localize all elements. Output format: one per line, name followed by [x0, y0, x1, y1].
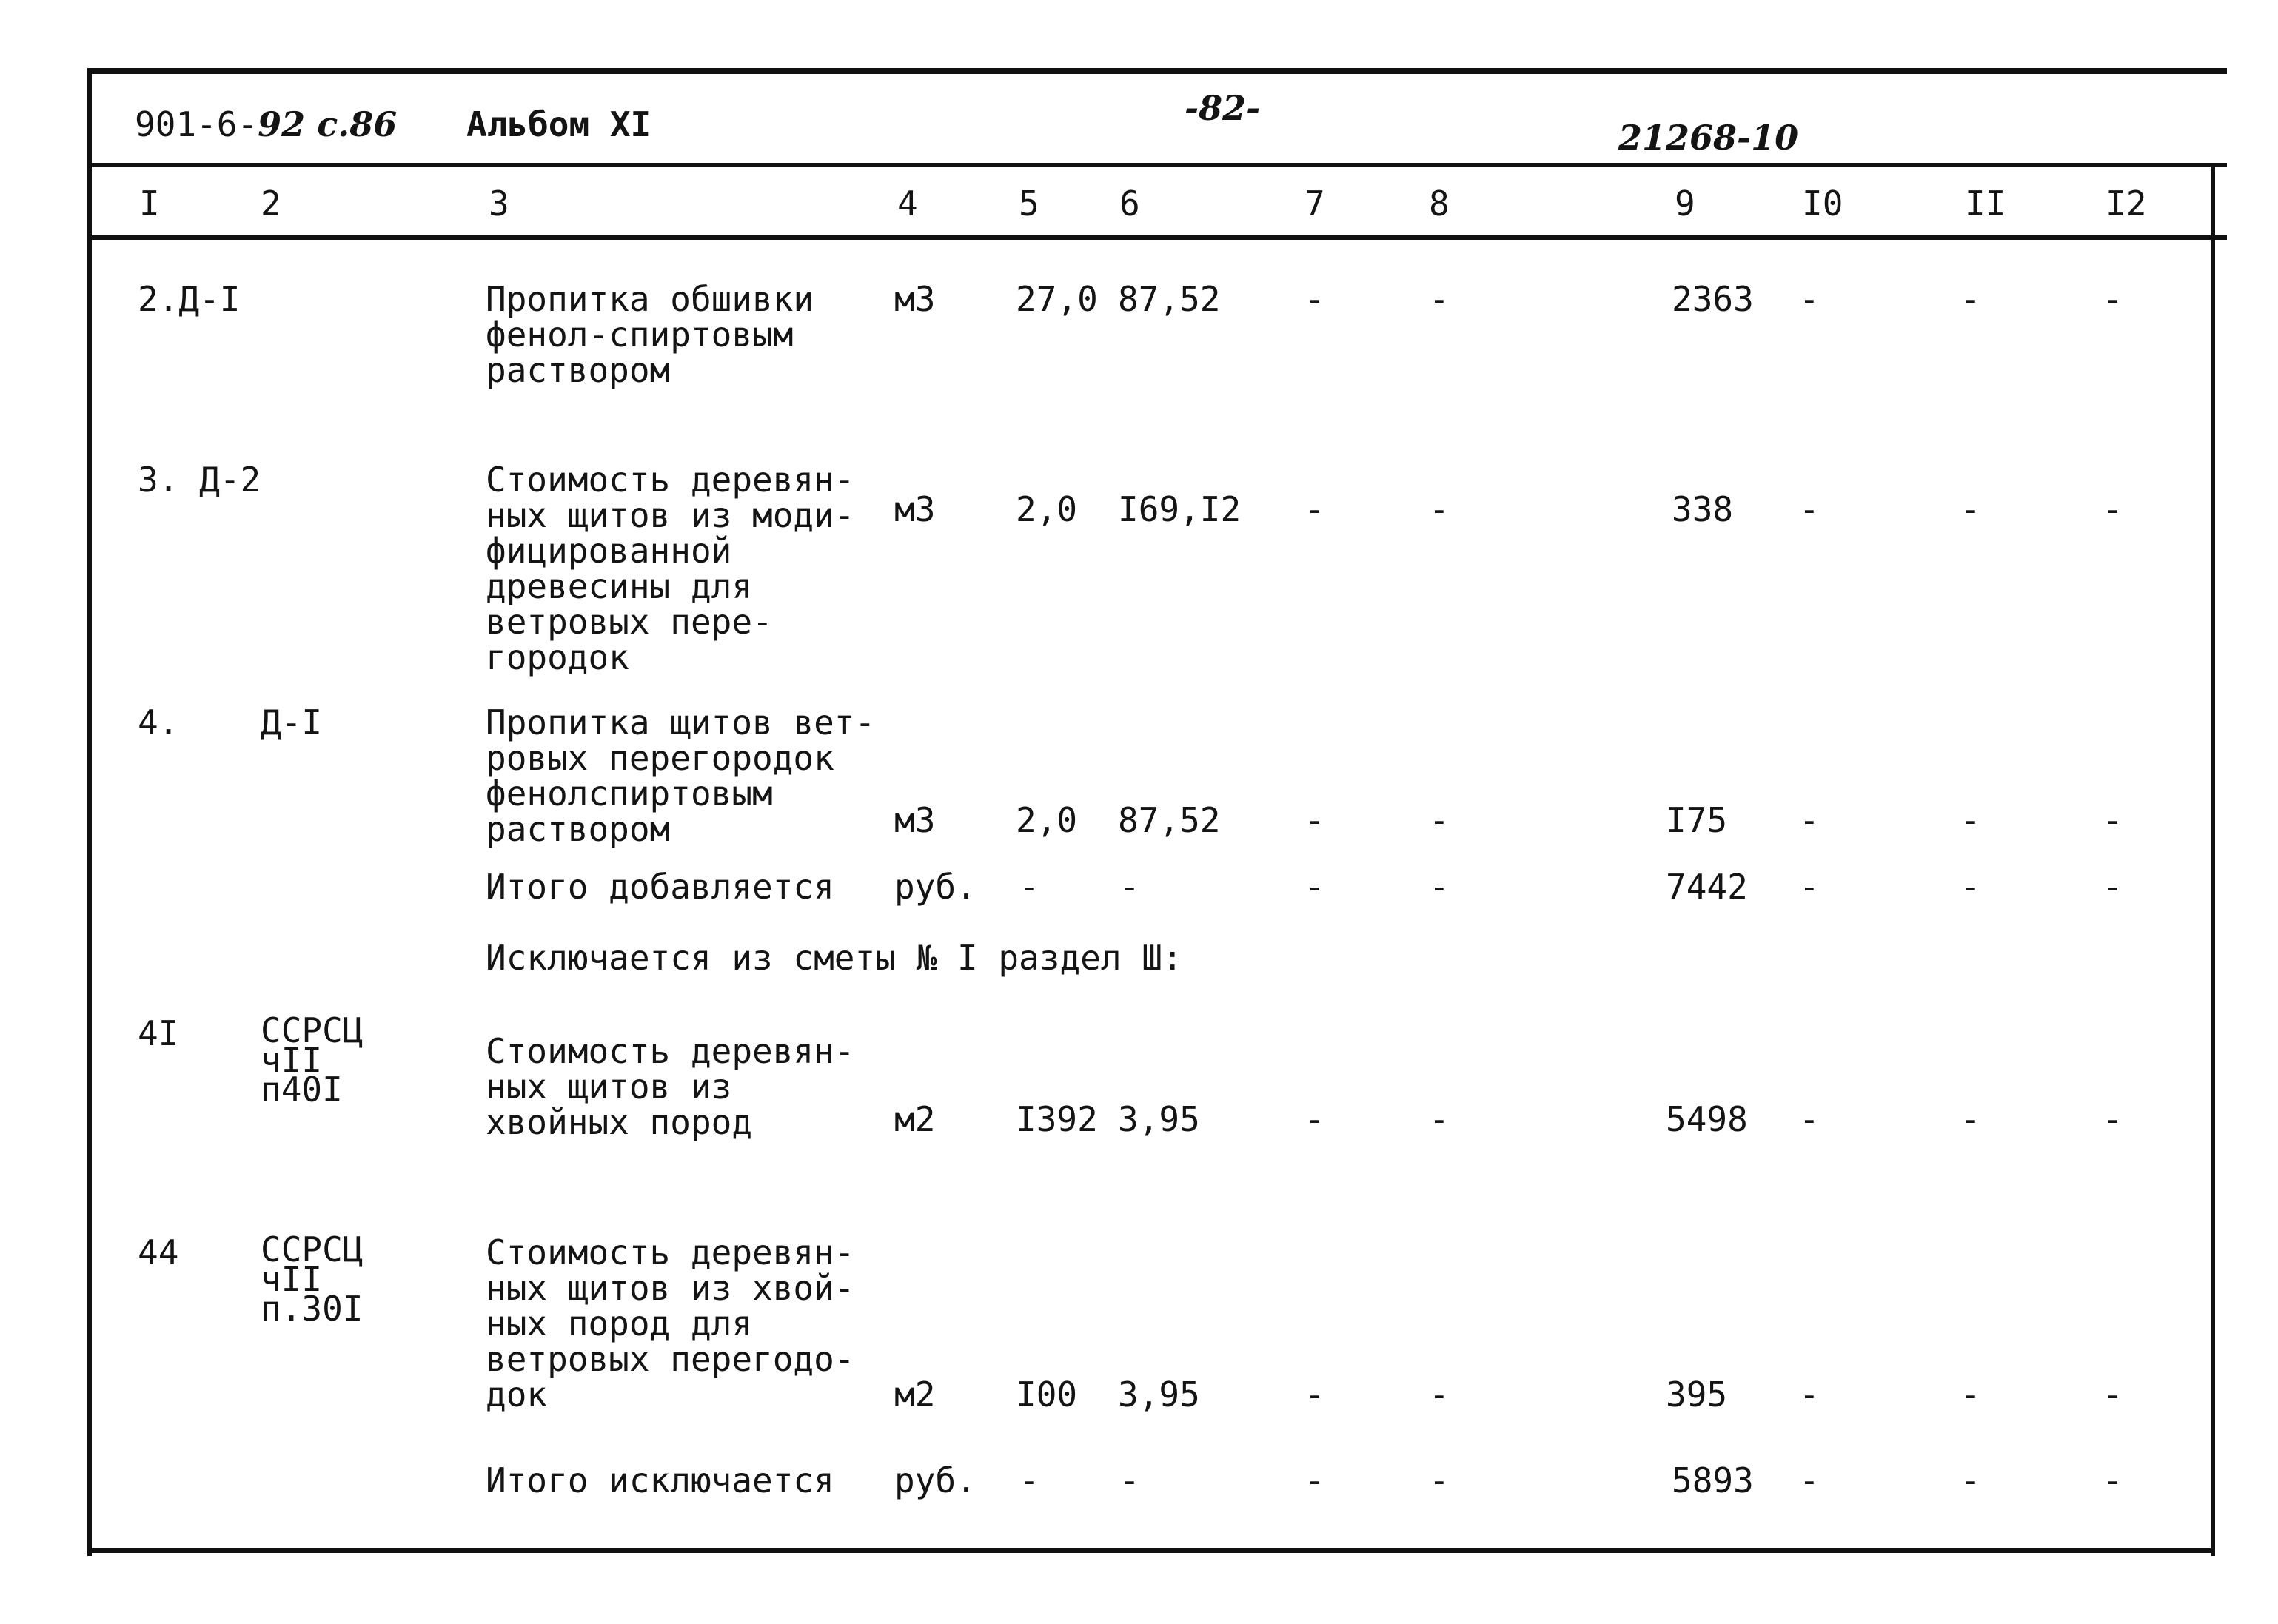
- row3-qty: 2,0: [1016, 800, 1078, 840]
- row3-col7: -: [1304, 800, 1325, 840]
- row3-col8: -: [1429, 800, 1450, 840]
- row5-description: Стоимость деревян- ных щитов из хвойных пород: [486, 1031, 855, 1142]
- row3-col10: -: [1799, 800, 1820, 840]
- col-header-6: 6: [1119, 184, 1140, 224]
- subtotal-excluded-qty: -: [1019, 1460, 1039, 1500]
- subtotal-excluded-label: Итого исключается: [486, 1460, 834, 1500]
- archive-number: 21268-10: [1618, 118, 1799, 158]
- row2-col8: -: [1429, 489, 1450, 529]
- subtotal-excluded-total: 5893: [1672, 1460, 1754, 1500]
- top-border: [87, 68, 2227, 74]
- row6-code: 44: [138, 1232, 179, 1272]
- row5-unit: м2: [894, 1099, 936, 1139]
- row5-total: 5498: [1666, 1099, 1748, 1139]
- row1-col8: -: [1429, 279, 1450, 319]
- col-header-4: 4: [897, 184, 918, 224]
- subtotal-added-col7: -: [1304, 867, 1325, 907]
- subtotal-excluded-price: -: [1119, 1460, 1140, 1500]
- row5-col7: -: [1304, 1099, 1325, 1139]
- doc-code: 901-6-92 с.86: [135, 104, 398, 144]
- row2-col10: -: [1799, 489, 1820, 529]
- column-header-divider: [87, 235, 2227, 240]
- row1-description: Пропитка обшивки фенол-спиртовым раствором: [486, 279, 814, 390]
- col-header-5: 5: [1019, 184, 1039, 224]
- col-header-10: I0: [1802, 184, 1843, 224]
- row2-total: 338: [1672, 489, 1734, 529]
- row1-col11: -: [1960, 279, 1981, 319]
- left-border: [87, 68, 92, 1556]
- row6-description: Стоимость деревян- ных щитов из хвой- ных пород для ветровых перегодо- док: [486, 1232, 855, 1415]
- section-note: Исключается из сметы № I раздел Ш:: [486, 938, 1183, 978]
- row1-col12: -: [2103, 279, 2123, 319]
- col-header-2: 2: [261, 184, 281, 224]
- row1-col10: -: [1799, 279, 1820, 319]
- col-header-3: 3: [489, 184, 509, 224]
- row5-ref: ССРСЦ чII п40I: [261, 1010, 364, 1110]
- col-header-9: 9: [1675, 184, 1695, 224]
- row2-code: 3. Д-2: [138, 460, 261, 500]
- subtotal-added-unit: руб.: [894, 867, 976, 907]
- subtotal-added-qty: -: [1019, 867, 1039, 907]
- row6-qty: I00: [1016, 1375, 1078, 1415]
- subtotal-excluded-col12: -: [2103, 1460, 2123, 1500]
- subtotal-excluded-unit: руб.: [894, 1460, 976, 1500]
- doc-code-handwritten: 92 с.86: [258, 104, 398, 144]
- header-divider: [87, 163, 2227, 167]
- subtotal-added-label: Итого добавляется: [486, 867, 834, 907]
- subtotal-added-total: 7442: [1666, 867, 1748, 907]
- row1-code: 2.Д-I: [138, 279, 241, 319]
- right-border: [2211, 164, 2215, 1556]
- row6-col7: -: [1304, 1375, 1325, 1415]
- row5-col12: -: [2103, 1099, 2123, 1139]
- col-header-7: 7: [1304, 184, 1325, 224]
- row3-total: I75: [1666, 800, 1728, 840]
- subtotal-added-col11: -: [1960, 867, 1981, 907]
- row5-price: 3,95: [1118, 1099, 1200, 1139]
- bottom-border: [87, 1548, 2215, 1553]
- row5-code: 4I: [138, 1013, 179, 1053]
- row1-col7: -: [1304, 279, 1325, 319]
- row3-unit: м3: [894, 800, 936, 840]
- row2-unit: м3: [894, 489, 936, 529]
- album-label: Альбом XI: [466, 104, 651, 144]
- row6-unit: м2: [894, 1375, 936, 1415]
- row6-col12: -: [2103, 1375, 2123, 1415]
- row2-col11: -: [1960, 489, 1981, 529]
- subtotal-excluded-col11: -: [1960, 1460, 1981, 1500]
- row5-qty: I392: [1016, 1099, 1098, 1139]
- row2-col12: -: [2103, 489, 2123, 529]
- row3-price: 87,52: [1118, 800, 1221, 840]
- row3-code: 4.: [138, 702, 179, 742]
- row2-qty: 2,0: [1016, 489, 1078, 529]
- row3-col12: -: [2103, 800, 2123, 840]
- subtotal-excluded-col10: -: [1799, 1460, 1820, 1500]
- subtotal-excluded-col7: -: [1304, 1460, 1325, 1500]
- row6-ref: ССРСЦ чII п.30I: [261, 1229, 364, 1329]
- row2-col7: -: [1304, 489, 1325, 529]
- subtotal-added-col12: -: [2103, 867, 2123, 907]
- col-header-11: II: [1965, 184, 2006, 224]
- row6-total: 395: [1666, 1375, 1728, 1415]
- row5-col11: -: [1960, 1099, 1981, 1139]
- row6-col11: -: [1960, 1375, 1981, 1415]
- row2-price: I69,I2: [1118, 489, 1242, 529]
- row6-col10: -: [1799, 1375, 1820, 1415]
- row1-total: 2363: [1672, 279, 1754, 319]
- row5-col10: -: [1799, 1099, 1820, 1139]
- row6-col8: -: [1429, 1375, 1450, 1415]
- row5-col8: -: [1429, 1099, 1450, 1139]
- row1-unit: м3: [894, 279, 936, 319]
- row1-price: 87,52: [1118, 279, 1221, 319]
- col-header-1: I: [139, 184, 160, 224]
- subtotal-excluded-col8: -: [1429, 1460, 1450, 1500]
- col-header-12: I2: [2106, 184, 2147, 224]
- row1-qty: 27,0: [1016, 279, 1098, 319]
- row2-description: Стоимость деревян- ных щитов из моди- фицированной древесины для ветровых пере- городок: [486, 460, 855, 677]
- subtotal-added-col8: -: [1429, 867, 1450, 907]
- page-number: -82-: [1185, 88, 1261, 128]
- col-header-8: 8: [1429, 184, 1450, 224]
- subtotal-added-price: -: [1119, 867, 1140, 907]
- row3-ref: Д-I: [261, 702, 323, 742]
- row6-price: 3,95: [1118, 1375, 1200, 1415]
- row3-col11: -: [1960, 800, 1981, 840]
- subtotal-added-col10: -: [1799, 867, 1820, 907]
- row3-description: Пропитка щитов вет- ровых перегородок фенолспиртовым раствором: [486, 702, 876, 849]
